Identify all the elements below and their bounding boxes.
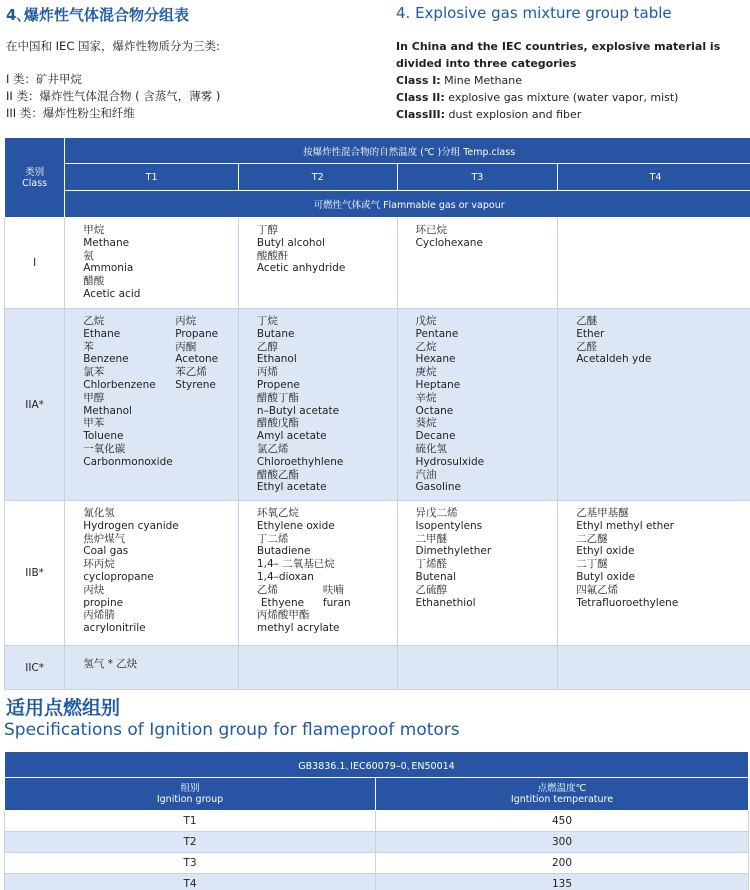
class-header: 类别 Class <box>5 138 65 218</box>
col-header-t1: T1 <box>65 164 239 191</box>
table-row <box>5 853 749 874</box>
cell-line: Ethanol <box>256 353 297 366</box>
cell-line: 丙烯 <box>256 366 278 379</box>
cell-line: Methane <box>83 236 130 249</box>
cell-line: Acetic anhydride <box>256 262 346 275</box>
cell-line: 异戊二烯 <box>415 507 458 519</box>
table-row <box>5 874 749 890</box>
cell-line: Ethylene oxide <box>256 519 335 532</box>
cell-line: Hydrogen cyanide <box>83 519 179 532</box>
cell-line: 丁烷 <box>256 315 278 327</box>
cell-line: 酸酸酐 <box>256 249 289 262</box>
cell-line: Hexane <box>415 353 456 366</box>
table-row <box>5 218 750 309</box>
pair-line: Ethyene furan <box>260 596 351 609</box>
cell-line: 甲醇 <box>83 391 105 404</box>
intro-en-class2: Class II: explosive gas mixture (water vapor, mist) <box>396 91 679 104</box>
cell-line: 丙烷 <box>175 315 197 327</box>
cell-i-t4 <box>558 218 750 309</box>
cell-line: n–Butyl acetate <box>256 404 340 417</box>
cell-line: 丁醇 <box>256 224 278 236</box>
cell-iia-t2 <box>238 309 397 501</box>
temp-class-header: 按爆炸性混合物的自然温度 (℃ )分组 Temp.class <box>65 138 750 164</box>
cell-line: Octane <box>415 404 454 417</box>
intro-cn-line: II 类：爆炸性气体混合物 ( 含蒸气，薄雾 ) <box>6 89 221 103</box>
group-cell: T4 <box>5 874 376 890</box>
table-row <box>5 811 749 832</box>
cell-line: Toluene <box>83 430 124 443</box>
cell-line: 辛烷 <box>415 391 437 404</box>
cell-line: 1,4–dioxan <box>256 570 314 583</box>
cell-line: Tetrafluoroethylene <box>576 596 679 609</box>
cell-line: 氰化氢 <box>83 507 115 519</box>
cell-iib-t4 <box>558 501 750 646</box>
cell-line: Amyl acetate <box>256 430 327 443</box>
cell-line: Ethane <box>83 327 121 340</box>
cell-iic-t3 <box>397 646 558 690</box>
cell-line: Carbonmonoxide <box>83 455 173 468</box>
cell-line: Propane <box>175 327 219 340</box>
cell-line: Cyclohexane <box>415 236 483 249</box>
cell-line: 乙烷 <box>415 340 437 353</box>
cell-line: 二乙醚 <box>576 532 608 545</box>
cell-line: Ammonia <box>83 262 134 275</box>
cell-line: Pentane <box>415 327 459 340</box>
cell-line: methyl acrylate <box>256 622 340 635</box>
intro-cn-line: I 类：矿井甲烷 <box>6 72 83 86</box>
class-label: IIB* <box>5 501 65 646</box>
col-header-t2: T2 <box>238 164 397 191</box>
cell-line: Gasoline <box>415 481 461 494</box>
cell-line: 乙烷 <box>83 315 105 327</box>
table-row <box>5 309 750 501</box>
cell-i-t2 <box>238 218 397 309</box>
cell-line: 戊烷 <box>415 315 437 327</box>
cell-line: Butadiene <box>256 545 311 558</box>
intro-cn <box>6 38 386 122</box>
cell-iib-t2 <box>238 501 397 646</box>
cell-line: 焦炉煤气 <box>83 532 126 545</box>
gas-group-table <box>4 137 750 690</box>
cell-line: 氯苯 <box>83 366 105 379</box>
cell-iic-t2 <box>238 646 397 690</box>
intro-cn-line: 在中国和 IEC 国家，爆炸性物质分为三类: <box>6 39 220 53</box>
intro-en <box>396 38 750 123</box>
table-row <box>5 501 750 646</box>
section-title-en: 4. Explosive gas mixture group table <box>396 4 672 22</box>
cell-line: 丙烯腈 <box>83 609 115 622</box>
cell-line: 醋酸丁酯 <box>256 391 299 404</box>
cell-line: Butyl alcohol <box>256 236 325 249</box>
cell-line: Ethyl methyl ether <box>576 519 674 532</box>
cell-line: Acetaldeh yde <box>576 353 652 366</box>
temp-col-header: 点燃温度℃ Igntition temperature <box>376 778 749 811</box>
temp-cell: 450 <box>376 811 749 832</box>
cell-line: 1,4– 二氧基已烷 <box>256 558 335 571</box>
cell-line: 硫化氢 <box>415 442 448 455</box>
cell-line: 乙硫醇 <box>415 583 448 596</box>
cell-iic-t1 <box>65 646 239 690</box>
cell-line: 丁二烯 <box>256 532 289 545</box>
col-header-t4: T4 <box>558 164 750 191</box>
cell-line: Chlorbenzene <box>83 378 156 391</box>
cell-line: 醋酸 <box>83 275 105 288</box>
cell-line: Dimethylether <box>415 545 492 558</box>
col-header-t3: T3 <box>397 164 558 191</box>
cell-line: 甲烷 <box>83 224 105 236</box>
cell-line: Decane <box>415 430 456 443</box>
cell-line: 二甲醚 <box>415 532 448 545</box>
cell-line: 乙醛 <box>576 340 598 353</box>
group-cell: T1 <box>5 811 376 832</box>
cell-line: 丁烯醛 <box>415 558 448 571</box>
cell-line: cyclopropane <box>83 570 154 583</box>
cell-line: 氨 <box>83 249 94 262</box>
section-title-cn: 4､爆炸性气体混合物分组表 <box>6 6 189 24</box>
cell-line: Heptane <box>415 378 461 391</box>
cell-line: 苯乙烯 <box>175 366 207 379</box>
cell-iic-t4 <box>558 646 750 690</box>
cell-line: Ethyl acetate <box>256 481 327 494</box>
table-row <box>5 832 749 853</box>
cell-line: acrylonitrile <box>83 622 146 635</box>
intro-en-class1: Class I: Mine Methane <box>396 74 522 87</box>
cell-iib-t1 <box>65 501 239 646</box>
ignition-title-en: Specifications of Ignition group for flameproof motors <box>4 720 460 740</box>
cell-iia-t4 <box>558 309 750 501</box>
cell-iia-t1 <box>65 309 239 501</box>
cell-line: Ethanethiol <box>415 596 476 609</box>
temp-cell: 300 <box>376 832 749 853</box>
cell-line: Coal gas <box>83 545 129 558</box>
cell-line: 苯 <box>83 340 94 353</box>
cell-line: 二丁醚 <box>576 558 608 571</box>
cell-line: 甲苯 <box>83 417 105 430</box>
cell-line: Chloroethyhlene <box>256 455 344 468</box>
cell-line: 丙酮 <box>175 340 197 353</box>
cell-line: Hydrosulxide <box>415 455 485 468</box>
pair-line: 乙烯 呋喃 <box>256 583 344 596</box>
class-label: IIC* <box>5 646 65 690</box>
table-row <box>5 646 750 690</box>
cell-line: 环氧乙烷 <box>256 507 299 519</box>
temp-cell: 135 <box>376 874 749 890</box>
class-label: IIA* <box>5 309 65 501</box>
cell-line: 乙基甲基醚 <box>576 507 629 519</box>
cell-line: Styrene <box>175 378 216 391</box>
cell-line: 葵烷 <box>415 417 437 430</box>
cell-line: Butenal <box>415 570 456 583</box>
cell-line: Acetone <box>175 353 219 366</box>
ignition-title-cn: 适用点燃组别 <box>6 697 121 719</box>
cell-line: Butyl oxide <box>576 570 635 583</box>
cell-line: propine <box>83 596 124 609</box>
cell-i-t1 <box>65 218 239 309</box>
cell-line: 醋酸戊酯 <box>256 417 299 430</box>
cell-line: 环丙烷 <box>83 558 115 571</box>
cell-line: 乙醚 <box>576 315 598 327</box>
cell-line: 丙炔 <box>83 583 105 596</box>
cell-line: Butane <box>256 327 295 340</box>
cell-line: 一氧化碳 <box>83 442 126 455</box>
cell-line: 环已烷 <box>415 224 448 236</box>
cell-i-t3 <box>397 218 558 309</box>
cell-line: 氯乙烯 <box>256 442 289 455</box>
group-cell: T3 <box>5 853 376 874</box>
cell-iib-t3 <box>397 501 558 646</box>
standard-header: GB3836.1､IEC60079–0､EN50014 <box>5 752 749 778</box>
cell-line: 四氟乙烯 <box>576 583 619 596</box>
cell-iia-t3 <box>397 309 558 501</box>
cell-line: 氢气 * 乙炔 <box>83 658 138 670</box>
group-cell: T2 <box>5 832 376 853</box>
cell-line: Methanol <box>83 404 132 417</box>
ignition-table <box>4 751 749 890</box>
cell-line: 丙烯酸甲酯 <box>256 609 310 622</box>
cell-line: 庚烷 <box>415 366 437 379</box>
cell-line: Benzene <box>83 353 129 366</box>
cell-line: Propene <box>256 378 300 391</box>
cell-line: 醋酸乙酯 <box>256 468 299 481</box>
group-col-header: 组别 Ignition group <box>5 778 376 811</box>
cell-line: Isopentylens <box>415 519 483 532</box>
flammable-header: 可燃性气体或气 Flammable gas or vapour <box>65 191 750 218</box>
intro-en-line: In China and the IEC countries, explosive material is divided into three categories <box>396 40 721 70</box>
temp-cell: 200 <box>376 853 749 874</box>
cell-line: Ether <box>576 327 605 340</box>
intro-en-class3: ClassIII: dust explosion and fiber <box>396 108 582 121</box>
class-label: I <box>5 218 65 309</box>
cell-line: 乙醇 <box>256 340 278 353</box>
cell-line: Ethyl oxide <box>576 545 635 558</box>
intro-cn-line: III 类：爆炸性粉尘和纤维 <box>6 106 135 120</box>
cell-line: 汽油 <box>415 468 437 481</box>
cell-line: Acetic acid <box>83 287 141 300</box>
